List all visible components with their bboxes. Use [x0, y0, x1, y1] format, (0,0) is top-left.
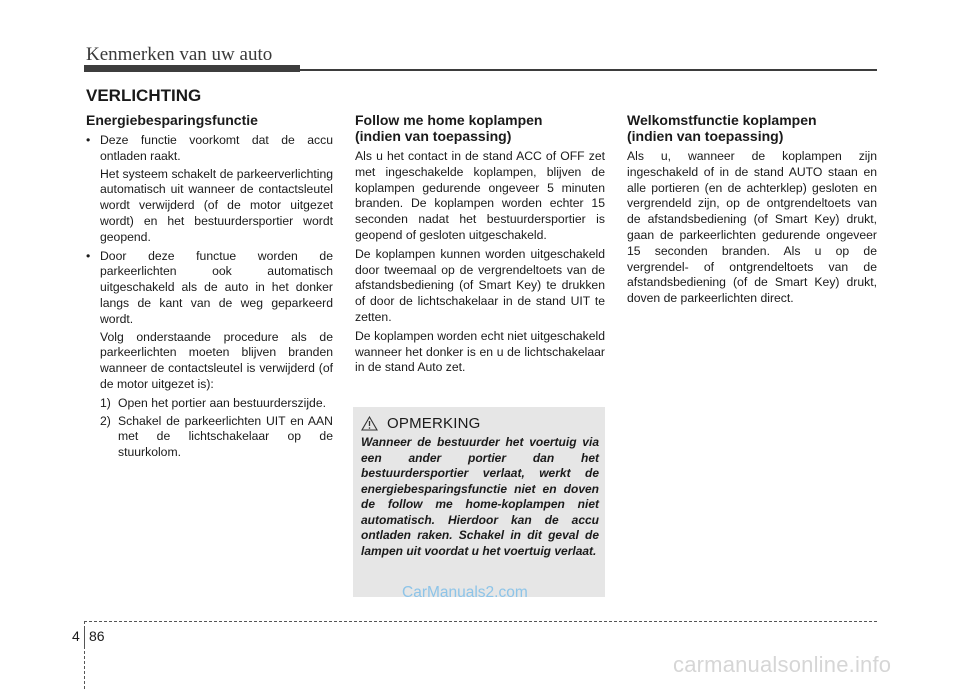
bullet-dot: • — [86, 248, 91, 263]
section-title: VERLICHTING — [86, 86, 202, 105]
step-text: Schakel de parkeerlichten UIT en AAN met de lichtschakelaar op de stuurkolom. — [118, 413, 333, 460]
warning-triangle-icon — [361, 416, 378, 431]
note-box — [353, 407, 605, 597]
page-separator — [84, 626, 85, 646]
step-number: 1) — [100, 395, 111, 410]
step-text: Open het portier aan bestuurderszijde. — [118, 395, 326, 410]
bullet-text: Door deze functue worden de parkeerlichten ook automatisch uitgeschakeld als de auto in het donker langs de kant van de weg geparkeerd wordt. — [100, 248, 333, 326]
bullet-text: Deze functie voorkomt dat de accu ontladen raakt. — [100, 133, 333, 163]
heading-line: (indien van toepassing) — [355, 128, 512, 144]
paragraph: De koplampen kunnen worden uitgeschakeld door tweemaal op de vergrendeltoets van de afstandsbediening (of Smart Key) te drukken of door de lichtschakelaar in de stand UIT te zetten. — [355, 246, 605, 324]
energy-saving-heading: Energiebesparingsfunctie — [86, 112, 258, 128]
column-follow-me-home — [355, 112, 605, 379]
site-watermark: carmanualsonline.info — [673, 652, 892, 677]
paragraph: Volg onderstaande procedure als de parkeerlichten moeten blijven branden wanneer de contactsleutel is verwijderd (of de motor uitgezet is): — [100, 329, 333, 391]
bullet-item — [86, 249, 333, 328]
step-number: 2) — [100, 413, 111, 428]
page-number: 86 — [89, 628, 105, 644]
column-welcome-function — [627, 112, 877, 310]
welcome-function-heading — [627, 112, 877, 144]
header-rule — [300, 69, 877, 71]
note-header — [361, 415, 599, 432]
paragraph: Het systeem schakelt de parkeerverlichting automatisch uit wanneer de contactsleutel wordt verwijderd (of de motor uitgezet wordt) en het bestuurdersportier wordt geopend. — [100, 166, 333, 244]
footer-rule — [84, 621, 877, 623]
follow-me-home-heading — [355, 112, 605, 144]
step-item — [86, 414, 333, 461]
heading-line: (indien van toepassing) — [627, 128, 784, 144]
paragraph: Als u het contact in de stand ACC of OFF zet met ingeschakelde koplampen, blijven de koplampen gedurende ongeveer 5 minuten branden. De koplampen worden echter 15 seconden nadat het bestuurdersportier is geopend of gesloten uitgeschakeld. — [355, 149, 605, 242]
header-bar — [84, 65, 300, 72]
bullet-item — [86, 133, 333, 165]
paragraph: De koplampen worden echt niet uitgeschakeld wanneer het donker is en u de lichtschakelaar in de stand Auto zet. — [355, 328, 605, 375]
heading-line: Follow me home koplampen — [355, 112, 543, 128]
paragraph: Als u, wanneer de koplampen zijn ingeschakeld of in de stand AUTO staan en alle portieren (en de achterklep) gesloten en vergrendeld zijn, op de ontgrendeltoets van de afstandsbediening (of Smart Key) drukt, gaan de parkeerlichten gedurende ongeveer 15 seconden branden. Als u op de vergrendel- of ontgrendeltoets van de afstandsbediening (of de Smart Key) drukt, doven de parkeerlichten direct. — [627, 149, 877, 306]
note-body: Wanneer de bestuurder het voertuig via een ander portier dan het bestuurdersportier verlaat, werkt de energiebesparingsfunctie niet en doven de follow me home-koplampen niet automatisch. Hierdoor kan de accu ontladen raken. Schakel in dit geval de lampen uit voordat u het voertuig verlaat. — [361, 435, 599, 558]
column-energy-saving — [86, 112, 333, 463]
watermark-text: CarManuals2.com — [402, 584, 528, 601]
page-header-title: Kenmerken van uw auto — [86, 44, 273, 65]
heading-line: Welkomstfunctie koplampen — [627, 112, 817, 128]
step-item — [86, 396, 333, 412]
bullet-dot: • — [86, 133, 91, 147]
chapter-number: 4 — [72, 628, 80, 644]
note-title: OPMERKING — [387, 415, 481, 432]
